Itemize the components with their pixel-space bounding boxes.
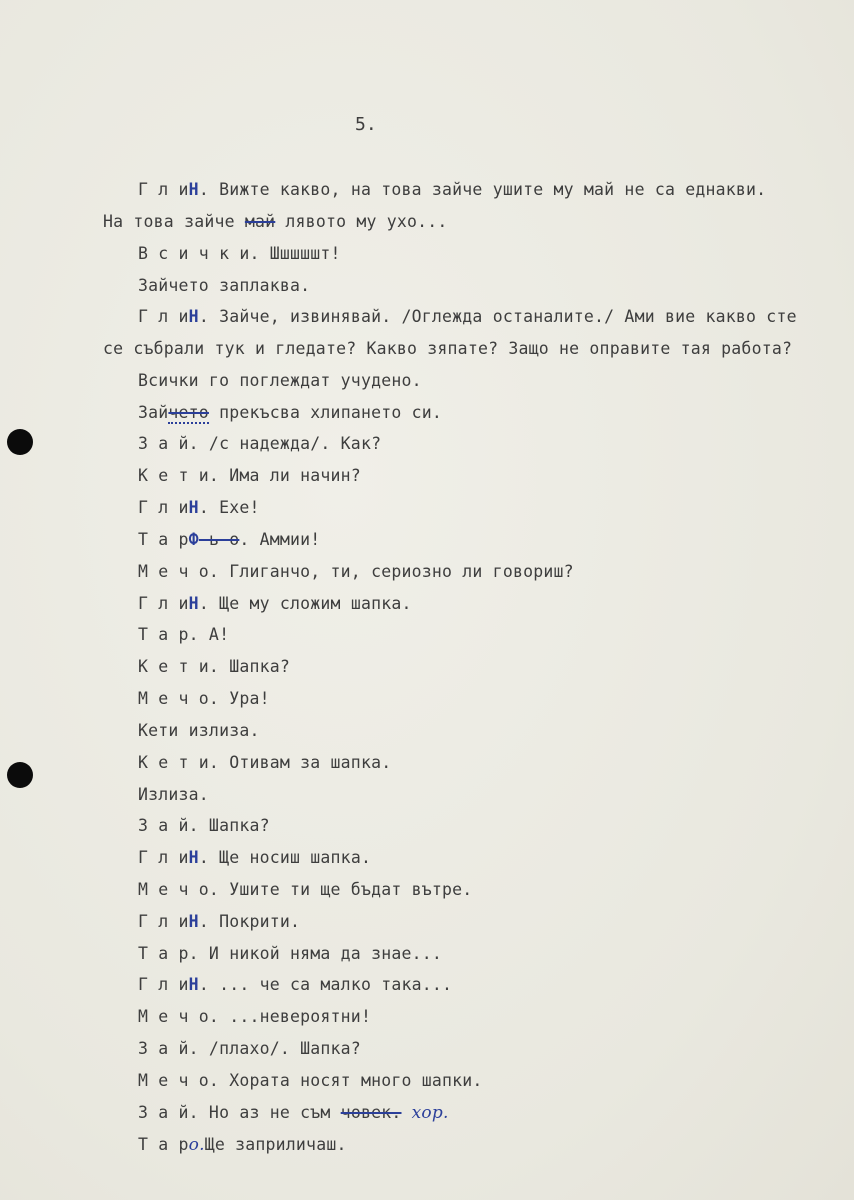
punch-hole-top [7,429,33,455]
script-line-18: Кети излиза. [138,721,260,740]
struck-word: чето [168,403,209,422]
punch-hole-bottom [7,762,33,788]
script-line-28: З а й. /плахо/. Шапка? [138,1039,361,1058]
handwritten-correction: Н [188,180,199,199]
script-line-29: М е ч о. Хората носят много шапки. [138,1071,483,1090]
struck-word: ь о [198,530,240,549]
script-line-1: Г л иН. Вижте какво, на това зайче ушите му май не са еднакви. [138,180,767,199]
script-line-9: З а й. /с надежда/. Как? [138,434,382,453]
page-number: 5. [355,114,377,135]
handwritten-correction: Н [188,307,199,326]
script-line-19: К е т и. Отивам за шапка. [138,753,392,772]
script-line-14: Г л иН. Ще му сложим шапка. [138,594,412,613]
handwritten-correction: Ф [188,530,199,549]
script-line-13: М е ч о. Глиганчо, ти, сериозно ли говориш? [138,562,574,581]
handwritten-correction: Н [188,594,199,613]
script-line-30: З а й. Но аз не съм човек. хор. [138,1103,449,1123]
script-line-26: Г л иН. ... че са малко така... [138,975,453,994]
script-line-15: Т а р. А! [138,625,230,644]
script-line-4: Зайчето заплаква. [138,276,311,295]
script-line-25: Т а р. И никой няма да знае... [138,944,443,963]
handwritten-insertion: хор. [411,1103,449,1123]
script-line-3: В с и ч к и. Шшшшшт! [138,244,341,263]
script-line-22: Г л иН. Ще носиш шапка. [138,848,372,867]
script-line-24: Г л иН. Покрити. [138,912,301,931]
struck-word: човек. [340,1103,402,1122]
script-line-5: Г л иН. Зайче, извинявай. /Оглежда останалите./ Ами вие какво сте [138,307,797,326]
script-line-27: М е ч о. ...невероятни! [138,1007,372,1026]
struck-word: май [244,212,276,231]
script-line-21: З а й. Шапка? [138,816,270,835]
script-line-10: К е т и. Има ли начин? [138,466,361,485]
script-line-2: На това зайче май лявото му ухо... [103,212,448,231]
script-line-12: Т а рФ ь о. Аммии! [138,530,321,549]
handwritten-correction: Н [188,498,199,517]
handwritten-correction: Н [188,848,199,867]
script-line-7: Всички го поглеждат учудено. [138,371,422,390]
script-line-16: К е т и. Шапка? [138,657,291,676]
script-line-31: Т а ро.Ще заприличаш. [138,1135,347,1155]
script-line-23: М е ч о. Ушите ти ще бъдат вътре. [138,880,473,899]
script-line-20: Излиза. [138,785,209,804]
script-line-8: Зайчето прекъсва хлипането си. [138,403,443,422]
handwritten-correction: Н [188,975,199,994]
handwritten-correction: о. [188,1135,205,1155]
handwritten-correction: Н [188,912,199,931]
script-line-11: Г л иН. Ехе! [138,498,260,517]
script-line-6: се събрали тук и гледате? Какво зяпате? Защо не оправите тая работа? [103,339,793,358]
script-line-17: М е ч о. Ура! [138,689,270,708]
